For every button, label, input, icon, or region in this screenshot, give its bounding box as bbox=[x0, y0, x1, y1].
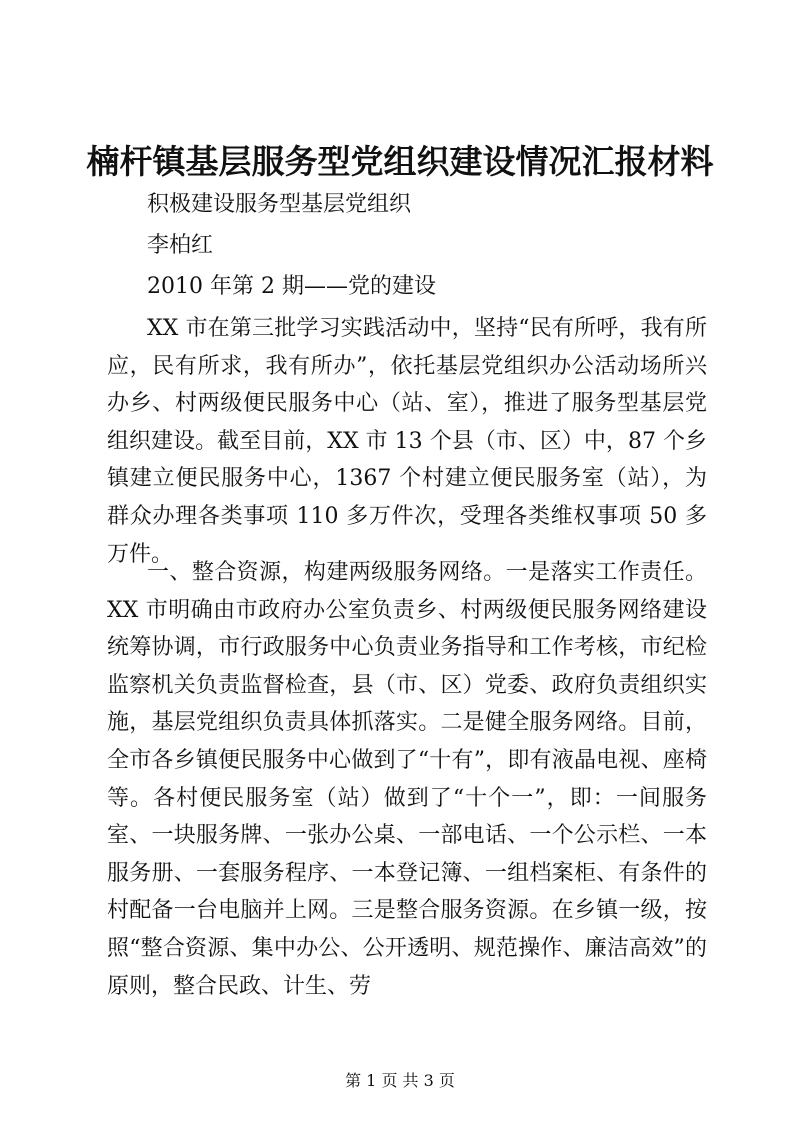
paragraph: 一、整合资源，构建两级服务网络。一是落实工作责任。XX 市明确由市政府办公室负责乡、村两级便民服务网络建设统筹协调，市行政服务中心负责业务指导和工作考核，市纪检监察机关负责监督检查，县（市、区）党委、政府负责组织实施，基层党组织负责具体抓落实。二是健全服务网络。目前，全市各乡镇便民服务中心做到了“十有”，即有液晶电视、座椅等。各村便民服务室（站）做到了“十个一”，即：一间服务室、一块服务牌、一张办公桌、一部电话、一个公示栏、一本服务册、一套服务程序、一本登记簿、一组档案柜、有条件的村配备一台电脑并上网。三是整合服务资源。在乡镇一级，按照“整合资源、集中办公、公开透明、规范操作、廉洁高效”的原则，整合民政、计生、劳 bbox=[107, 560, 707, 999]
source-line: 2010 年第 2 期——党的建设 bbox=[147, 274, 436, 299]
page-number-footer: 第 1 页 共 3 页 bbox=[345, 1071, 455, 1090]
author: 李柏红 bbox=[147, 233, 214, 258]
paragraph: XX 市在第三批学习实践活动中，坚持“民有所呼，我有所应，民有所求，我有所办”，依托基层党组织办公活动场所兴办乡、村两级便民服务中心（站、室），推进了服务型基层党组织建设。截至目前，XX 市 13 个县（市、区）中，87 个乡镇建立便民服务中心，1367 个村建立便民服务室（站），为群众办理各类事项 110 多万件次，受理各类维权事项 50 多万件。 bbox=[107, 316, 707, 567]
subtitle: 积极建设服务型基层党组织 bbox=[147, 192, 412, 217]
page-title: 楠杆镇基层服务型党组织建设情况汇报材料 bbox=[86, 142, 714, 181]
